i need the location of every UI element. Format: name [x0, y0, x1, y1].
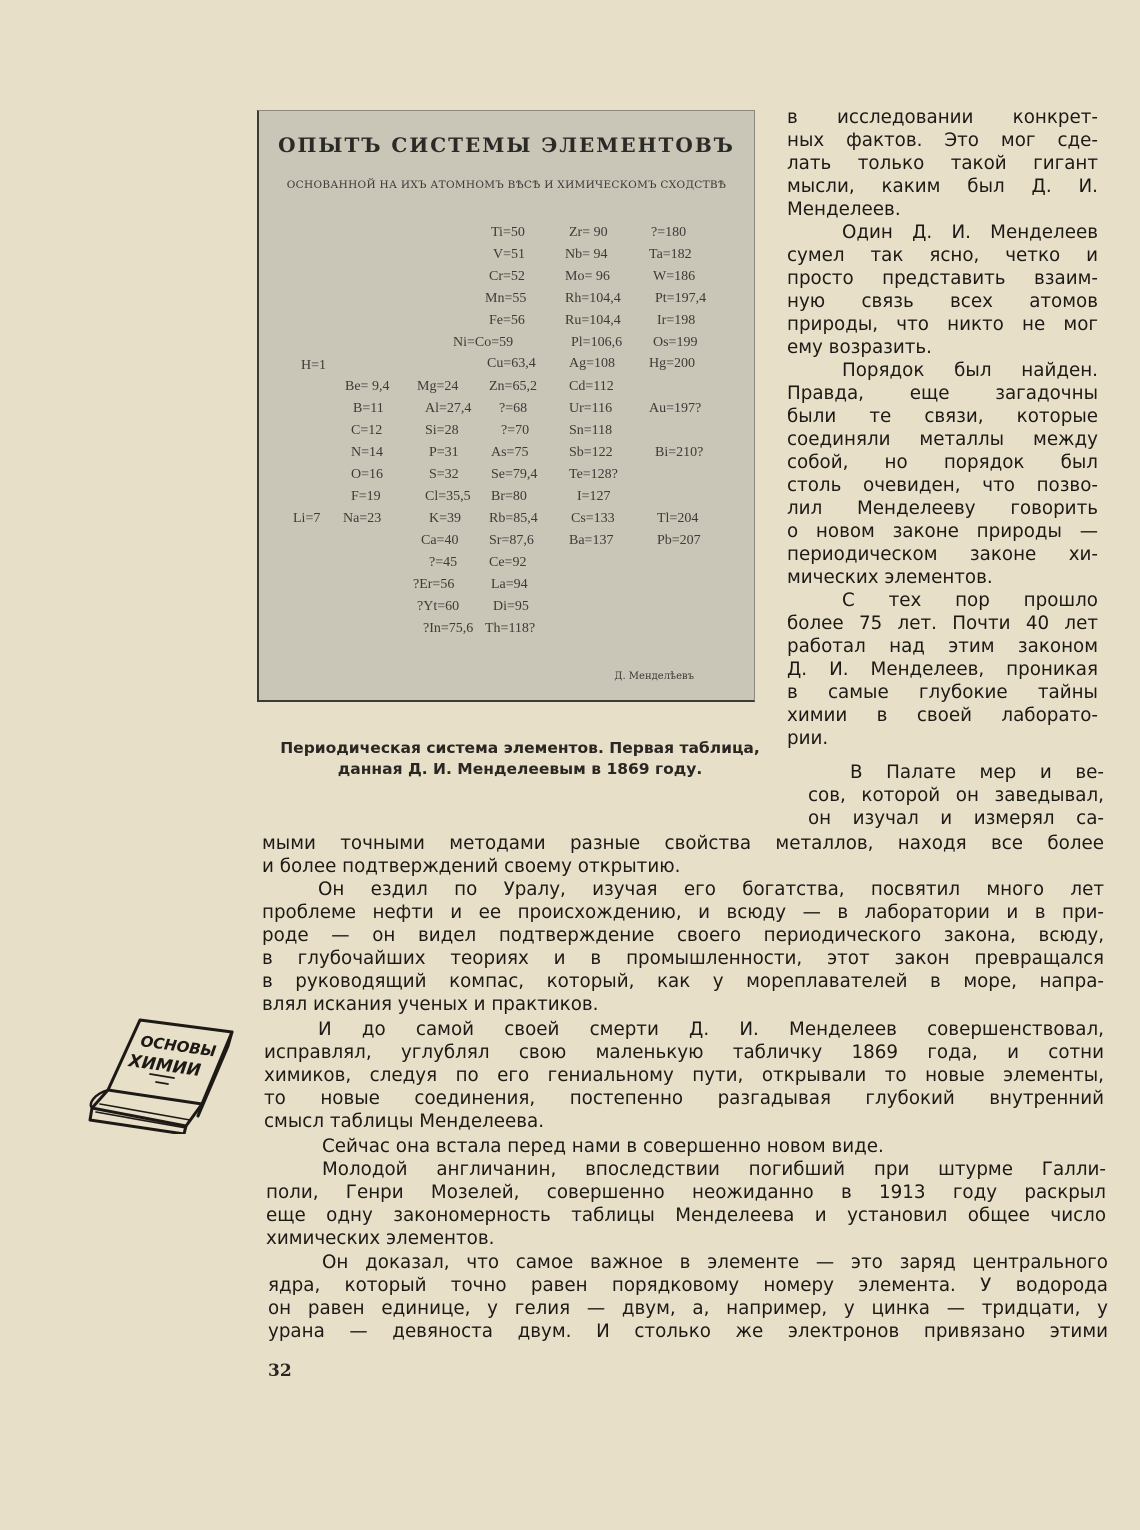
table-cell: ?In=75,6 — [423, 621, 474, 636]
table-cell: Ti=50 — [491, 225, 525, 240]
table-cell: B=11 — [353, 401, 384, 416]
book-title-line: ОСНОВЫ — [139, 1032, 218, 1061]
table-cell: Cl=35,5 — [425, 489, 471, 504]
table-cell: Ur=116 — [569, 401, 613, 416]
table-cell: Ce=92 — [489, 555, 527, 570]
text-line: Д. И. Менделеев, проникая — [787, 659, 1098, 680]
table-cell: Mg=24 — [417, 379, 459, 394]
text-line: мысли, каким был Д. И. — [787, 176, 1098, 197]
text-line: Порядок был найден. — [842, 360, 1098, 381]
table-cell: I=127 — [577, 489, 611, 504]
text-line: в исследовании конкрет- — [787, 107, 1098, 128]
table-cell: S=32 — [429, 467, 459, 482]
text-line: Один Д. И. Менделеев — [842, 222, 1098, 243]
table-cell: P=31 — [429, 445, 459, 460]
table-cell: Bi=210? — [655, 445, 704, 460]
text-line: лать только такой гигант — [787, 153, 1098, 174]
text-line: о новом законе природы — — [787, 521, 1098, 542]
text-line: Молодой англичанин, впоследствии погибший при штурме Галли- — [322, 1159, 1106, 1180]
table-cell: Si=28 — [425, 423, 459, 438]
table-cell: C=12 — [351, 423, 383, 438]
text-line: ему возразить. — [787, 337, 932, 358]
figure-subtitle: ОСНОВАННОЙ НА ИХЪ АТОМНОМЪ ВѢСѢ И ХИМИЧЕСКОМЪ СХОДСТВѢ — [286, 179, 727, 191]
table-cell: ?=68 — [499, 401, 528, 416]
table-cell: Pt=197,4 — [655, 291, 707, 306]
text-line: Менделеев. — [787, 199, 901, 220]
table-cell: Th=118? — [485, 621, 536, 636]
table-cell: Cu=63,4 — [487, 356, 536, 371]
table-cell: Mo= 96 — [565, 269, 610, 284]
text-line: он равен единице, у гелия — двум, а, например, у цинка — тридцати, у — [268, 1298, 1108, 1319]
table-cell: ?=70 — [501, 423, 530, 438]
table-cell: F=19 — [351, 489, 381, 504]
table-cell: Ni=Co=59 — [453, 335, 514, 350]
text-line: работал над этим законом — [787, 636, 1098, 657]
table-cell: Ir=198 — [657, 313, 696, 328]
table-cell: H=1 — [301, 358, 327, 373]
table-cell: Sn=118 — [569, 423, 613, 438]
table-cell: Ta=182 — [649, 247, 692, 262]
text-line: Сейчас она встала перед нами в совершенно новом виде. — [322, 1136, 884, 1157]
table-cell: Sr=87,6 — [489, 533, 534, 548]
text-line: урана — девяноста двум. И столько же электронов привязано этими — [268, 1321, 1108, 1342]
text-line: рии. — [787, 728, 829, 749]
page-number: 32 — [268, 1361, 292, 1381]
text-line: роде — он видел подтверждение своего периодического закона, всюду, — [262, 925, 1104, 946]
table-cell: ?=180 — [651, 225, 687, 240]
table-cell: Be= 9,4 — [345, 379, 390, 394]
table-cell: N=14 — [351, 445, 384, 460]
table-cell: Cr=52 — [489, 269, 525, 284]
figure-caption — [255, 738, 785, 780]
chemistry-book-icon — [82, 1012, 242, 1134]
text-line: собой, но порядок был — [787, 452, 1098, 473]
table-cell: Di=95 — [493, 599, 529, 614]
table-cell: Au=197? — [649, 401, 702, 416]
caption-line: данная Д. И. Менделеевым в 1869 году. — [337, 760, 703, 778]
text-line: сумел так ясно, четко и — [787, 245, 1098, 266]
text-line: химии в своей лаборато- — [787, 705, 1098, 726]
text-line: Правда, еще загадочны — [787, 383, 1098, 404]
table-cell: ?Yt=60 — [417, 599, 460, 614]
table-cell: Mn=55 — [485, 291, 527, 306]
table-cell: Li=7 — [293, 511, 321, 526]
text-line: еще одну закономерность таблицы Менделеева и установил общее число — [266, 1205, 1106, 1226]
text-line: И до самой своей смерти Д. И. Менделеев совершенствовал, — [318, 1019, 1104, 1040]
table-cell: ?Er=56 — [413, 577, 455, 592]
table-cell: Ru=104,4 — [565, 313, 621, 328]
text-line: С тех пор прошло — [842, 590, 1098, 611]
table-cell: Pb=207 — [657, 533, 701, 548]
table-cell: O=16 — [351, 467, 384, 482]
text-line: природы, что никто не мог — [787, 314, 1098, 335]
table-cell: ?=45 — [429, 555, 458, 570]
text-line: ядра, который точно равен порядковому номеру элемента. У водорода — [268, 1275, 1108, 1296]
table-cell: Te=128? — [569, 467, 618, 482]
table-cell: Zr= 90 — [569, 225, 608, 240]
table-cell: Zn=65,2 — [489, 379, 537, 394]
text-line: влял искания ученых и практиков. — [262, 994, 599, 1015]
table-cell: W=186 — [653, 269, 696, 284]
text-line: и более подтверждений своему открытию. — [262, 856, 681, 877]
table-cell: Al=27,4 — [425, 401, 472, 416]
text-line: в глубочайших теориях и в промышленности, этот закон превращался — [262, 948, 1104, 969]
table-cell: Pl=106,6 — [571, 335, 623, 350]
caption-line: Периодическая система элементов. Первая таблица, — [280, 739, 760, 757]
text-line: химических элементов. — [266, 1228, 495, 1249]
table-cell: Ag=108 — [569, 356, 616, 371]
text-line: мыми точными методами разные свойства металлов, находя все более — [262, 833, 1104, 854]
text-line: проблеме нефти и ее происхождению, и всюду — в лаборатории и в при- — [262, 902, 1104, 923]
text-line: химиков, следуя по его гениальному пути, открывали то новые элементы, — [264, 1065, 1104, 1086]
text-line: Он доказал, что самое важное в элементе — это заряд центрального — [322, 1252, 1108, 1273]
table-cell: Cs=133 — [571, 511, 615, 526]
table-cell: Ba=137 — [569, 533, 614, 548]
table-cell: Se=79,4 — [491, 467, 538, 482]
table-cell: Ca=40 — [421, 533, 459, 548]
table-cell: Br=80 — [491, 489, 527, 504]
table-cell: Rb=85,4 — [489, 511, 538, 526]
table-cell: Hg=200 — [649, 356, 696, 371]
text-line: просто представить взаим- — [787, 268, 1098, 289]
text-line: были те связи, которые — [787, 406, 1098, 427]
table-cell: Os=199 — [653, 335, 698, 350]
text-line: ных фактов. Это мог сде- — [787, 130, 1098, 151]
table-cell: As=75 — [491, 445, 529, 460]
text-line: Он ездил по Уралу, изучая его богатства, посвятил много лет — [318, 879, 1104, 900]
text-line: то новые соединения, постепенно разгадывая глубокий внутренний — [264, 1088, 1104, 1109]
table-cell: Na=23 — [343, 511, 382, 526]
text-line: более 75 лет. Почти 40 лет — [787, 613, 1098, 634]
table-cell: Fe=56 — [489, 313, 525, 328]
figure-title: ОПЫТЪ СИСТЕМЫ ЭЛЕМЕНТОВЪ — [278, 133, 735, 157]
text-line: смысл таблицы Менделеева. — [264, 1111, 545, 1132]
text-line: В Палате мер и ве- — [850, 762, 1104, 783]
table-cell: Tl=204 — [657, 511, 699, 526]
text-line: он изучал и измерял са- — [808, 808, 1104, 829]
table-cell: K=39 — [429, 511, 462, 526]
text-line: в самые глубокие тайны — [787, 682, 1098, 703]
text-line: мических элементов. — [787, 567, 993, 588]
table-cell: Nb= 94 — [565, 247, 608, 262]
book-title-line: ХИМИИ — [127, 1051, 203, 1082]
table-cell: La=94 — [491, 577, 528, 592]
table-cell: Sb=122 — [569, 445, 613, 460]
text-line: периодическом законе хи- — [787, 544, 1098, 565]
text-line: соединяли металлы между — [787, 429, 1098, 450]
figure-signature: Д. Менделѣевъ — [614, 671, 694, 682]
text-line: ную связь всех атомов — [787, 291, 1098, 312]
table-cell: Cd=112 — [569, 379, 614, 394]
table-cell: V=51 — [493, 247, 526, 262]
text-line: в руководящий компас, который, как у мореплавателей в море, напра- — [262, 971, 1104, 992]
text-line: лил Менделееву говорить — [787, 498, 1098, 519]
text-line: сов, которой он заведывал, — [808, 785, 1104, 806]
text-line: исправлял, углублял свою маленькую табличку 1869 года, и сотни — [264, 1042, 1104, 1063]
text-line: столь очевиден, что позво- — [787, 475, 1098, 496]
text-line: поли, Генри Мозелей, совершенно неожиданно в 1913 году раскрыл — [266, 1182, 1106, 1203]
periodic-table-photo — [257, 110, 755, 702]
table-cell: Rh=104,4 — [565, 291, 621, 306]
